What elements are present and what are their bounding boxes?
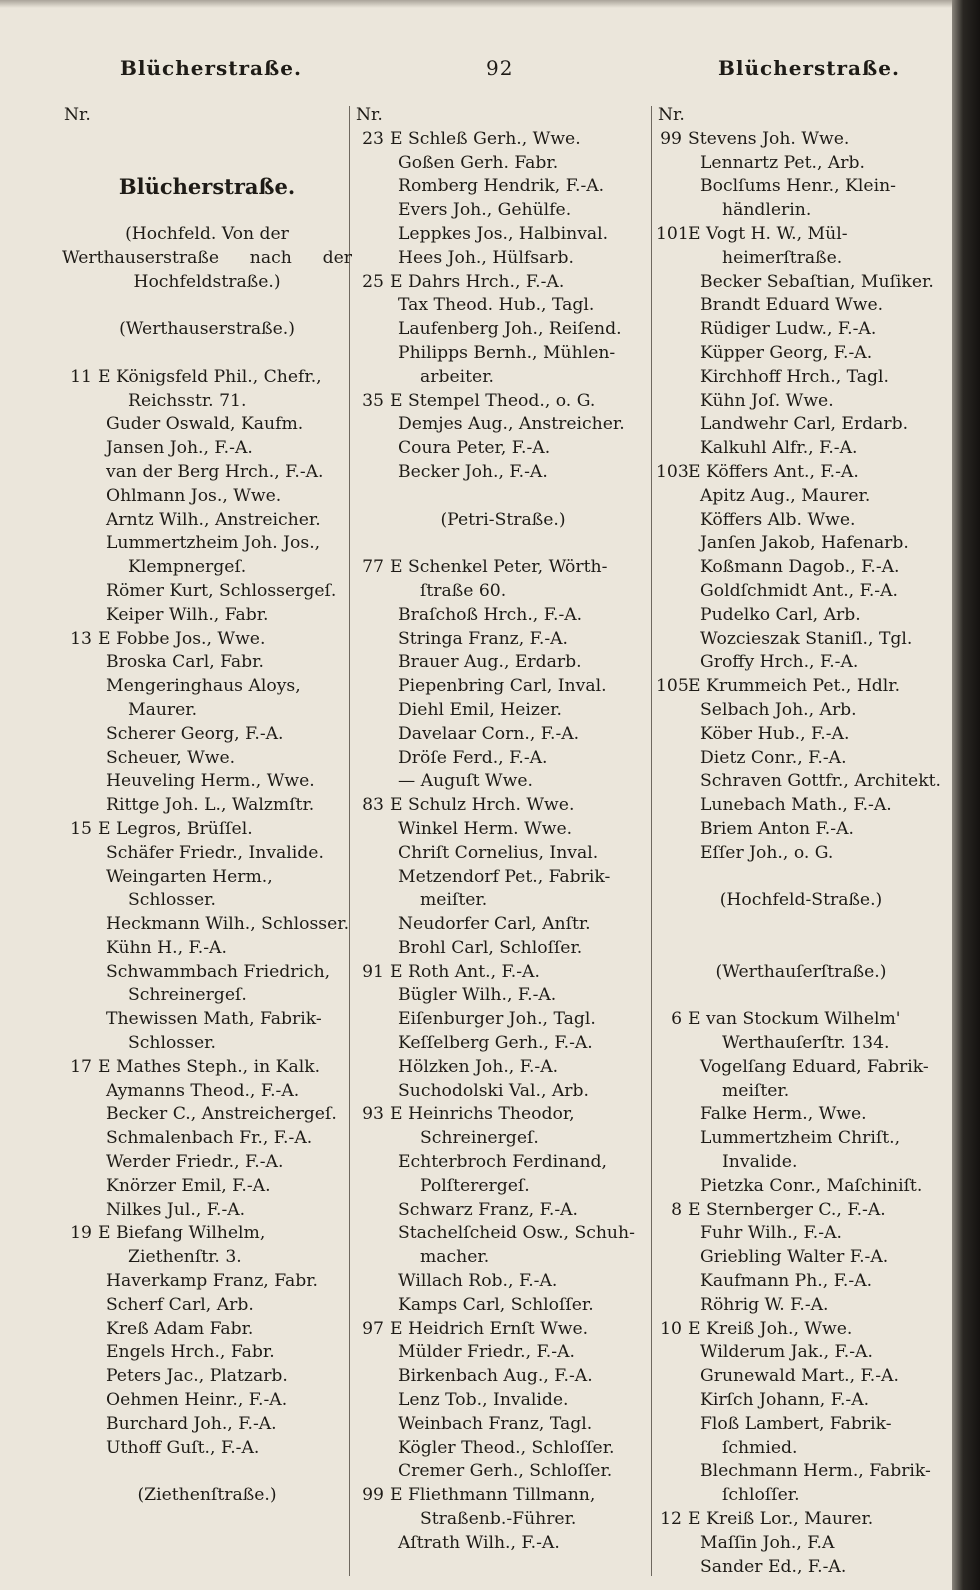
house-number: 93 xyxy=(362,1104,384,1125)
resident-entry: Hees Joh., Hülfsarb. xyxy=(398,247,574,268)
cross-street-label: (Werthauserstraße.) xyxy=(119,319,295,340)
entry-continuation: meiſter. xyxy=(420,890,488,911)
house-number: 97 xyxy=(362,1318,384,1339)
spacer xyxy=(62,342,352,366)
house-entry xyxy=(62,1056,352,1080)
resident-entry: Brandt Eduard Wwe. xyxy=(700,295,884,316)
column-heading: Nr. xyxy=(658,105,685,125)
house-number: 99 xyxy=(362,1485,384,1506)
resident-entry: Kühn H., F.-A. xyxy=(106,937,227,958)
entry-continuation: heimerſtraße. xyxy=(722,247,843,268)
house-number: 99 xyxy=(660,128,682,149)
entry-continuation: Klempnergeſ. xyxy=(128,557,247,578)
spacer xyxy=(656,937,946,961)
house-entry xyxy=(354,1318,652,1342)
resident-entry: Lenz Tob., Invalide. xyxy=(398,1390,569,1411)
resident-entry: Neudorfer Carl, Anſtr. xyxy=(398,914,591,935)
resident-entry: Kirchhoff Hrch., Tagl. xyxy=(700,366,889,387)
resident-entry: Pietzka Conr., Maſchiniſt. xyxy=(700,1175,923,1196)
resident-entry: Lennartz Pet., Arb. xyxy=(700,152,865,173)
resident-entry: Kreß Adam Fabr. xyxy=(106,1318,254,1339)
house-entry xyxy=(656,461,946,485)
top-shadow xyxy=(0,0,952,8)
resident-entry: Keiper Wilh., Fabr. xyxy=(106,604,269,625)
resident-entry: Chriſt Cornelius, Inval. xyxy=(398,842,599,863)
resident-entry: Scherer Georg, F.-A. xyxy=(106,723,284,744)
resident-entry: Dietz Conr., F.-A. xyxy=(700,747,847,768)
resident-entry: Coura Peter, F.-A. xyxy=(398,438,551,459)
resident-entry: Römer Kurt, Schlossergeſ. xyxy=(106,580,337,601)
resident-entry: Vogelſang Eduard, Fabrik- xyxy=(700,1056,929,1077)
resident-entry: Knörzer Emil, F.-A. xyxy=(106,1175,271,1196)
house-number: 105 xyxy=(656,676,689,697)
resident-entry: Becker Sebaſtian, Muſiker. xyxy=(700,271,934,292)
entry-continuation: Invalide. xyxy=(722,1152,798,1173)
resident-entry: Leppkes Jos., Halbinval. xyxy=(398,223,609,244)
resident-entry: Schäfer Friedr., Invalide. xyxy=(106,842,324,863)
column-heading: Nr. xyxy=(356,105,383,125)
entry-continuation: Werthauſerſtr. 134. xyxy=(722,1033,890,1054)
street-title: Blücherstraße. xyxy=(118,175,296,200)
resident-entry: Goßen Gerh. Fabr. xyxy=(398,152,559,173)
street-description: Werthauserstraße nach der xyxy=(62,247,352,268)
resident-name: E Dahrs Hrch., F.-A. xyxy=(390,271,565,292)
house-entry xyxy=(656,1318,946,1342)
resident-entry: Mülder Friedr., F.-A. xyxy=(398,1342,575,1363)
resident-entry: Stringa Franz, F.-A. xyxy=(398,628,569,649)
resident-entry: Ohlmann Jos., Wwe. xyxy=(106,485,282,506)
resident-entry: Brohl Carl, Schloſſer. xyxy=(398,937,583,958)
resident-entry: Eiſenburger Joh., Tagl. xyxy=(398,1009,596,1030)
entry-continuation: ſchmied. xyxy=(722,1437,798,1458)
house-number: 23 xyxy=(362,128,384,149)
resident-name: E Biefang Wilhelm, xyxy=(98,1223,266,1244)
resident-entry: Kamps Carl, Schloſſer. xyxy=(398,1294,594,1315)
resident-entry: Küpper Georg, F.-A. xyxy=(700,342,873,363)
resident-entry: Thewissen Math, Fabrik- xyxy=(106,1009,322,1030)
house-entry xyxy=(62,1222,352,1246)
entry-continuation: händlerin. xyxy=(722,200,812,221)
resident-entry: Echterbroch Ferdinand, xyxy=(398,1152,607,1173)
resident-entry: Demjes Aug., Anstreicher. xyxy=(398,414,625,435)
house-entry xyxy=(656,128,946,152)
resident-entry: Metzendorf Pet., Fabrik- xyxy=(398,866,611,887)
header-right-title: Blücherstraße. xyxy=(718,56,900,80)
house-entry xyxy=(62,628,352,652)
resident-entry: Romberg Hendrik, F.-A. xyxy=(398,176,605,197)
resident-entry: Stachelſcheid Osw., Schuh- xyxy=(398,1223,635,1244)
spacer xyxy=(62,128,352,152)
house-number: 12 xyxy=(660,1509,682,1530)
house-entry xyxy=(354,390,652,414)
resident-entry: Tax Theod. Hub., Tagl. xyxy=(398,295,595,316)
resident-entry: Birkenbach Aug., F.-A. xyxy=(398,1366,593,1387)
spacer xyxy=(62,294,352,318)
spacer xyxy=(354,485,652,509)
column-right xyxy=(656,104,946,1579)
resident-entry: Becker C., Anstreichergeſ. xyxy=(106,1104,337,1125)
house-number: 101 xyxy=(656,223,689,244)
resident-entry: Groffy Hrch., F.-A. xyxy=(700,652,859,673)
resident-entry: Peters Jac., Platzarb. xyxy=(106,1366,288,1387)
cross-street-label: (Hochfeld-Straße.) xyxy=(719,890,883,911)
resident-entry: Evers Joh., Gehülfe. xyxy=(398,200,572,221)
resident-name: E Heinrichs Theodor, xyxy=(390,1104,575,1125)
resident-entry: Engels Hrch., Fabr. xyxy=(106,1342,275,1363)
resident-entry: Broska Carl, Fabr. xyxy=(106,652,264,673)
resident-entry: Röhrig W. F.-A. xyxy=(700,1294,829,1315)
resident-entry: Kögler Theod., Schloſſer. xyxy=(398,1437,615,1458)
resident-entry: Schraven Gottfr., Architekt. xyxy=(700,771,942,792)
resident-entry: Aymanns Theod., F.-A. xyxy=(106,1080,300,1101)
resident-entry: Winkel Herm. Wwe. xyxy=(398,818,573,839)
house-entry xyxy=(656,223,946,247)
house-number: 8 xyxy=(671,1199,682,1220)
resident-entry: Goldſchmidt Ant., F.-A. xyxy=(700,580,898,601)
resident-entry: Arntz Wilh., Anstreicher. xyxy=(106,509,321,530)
resident-entry: Rittge Joh. L., Walzmſtr. xyxy=(106,795,315,816)
resident-name: E Stempel Theod., o. G. xyxy=(390,390,596,411)
resident-entry: Fuhr Wilh., F.-A. xyxy=(700,1223,842,1244)
page-number: 92 xyxy=(486,56,514,80)
resident-entry: Kalkuhl Alfr., F.-A. xyxy=(700,438,858,459)
resident-name: E van Stockum Wilhelm' xyxy=(688,1009,901,1030)
resident-entry: Cremer Gerh., Schloſſer. xyxy=(398,1461,613,1482)
resident-name: E Roth Ant., F.-A. xyxy=(390,961,540,982)
house-entry xyxy=(656,1008,946,1032)
house-number: 10 xyxy=(660,1318,682,1339)
house-entry xyxy=(354,271,652,295)
resident-name: E Heidrich Ernſt Wwe. xyxy=(390,1318,589,1339)
spacer xyxy=(656,913,946,937)
resident-entry: Falke Herm., Wwe. xyxy=(700,1104,867,1125)
resident-entry: Lunebach Math., F.-A. xyxy=(700,795,892,816)
resident-entry: Uthoff Guſt., F.-A. xyxy=(106,1437,260,1458)
resident-entry: Davelaar Corn., F.-A. xyxy=(398,723,580,744)
resident-entry: Lummertzheim Joh. Jos., xyxy=(106,533,321,554)
resident-entry: Schwarz Franz, F.-A. xyxy=(398,1199,578,1220)
header-left-title: Blücherstraße. xyxy=(120,56,302,80)
resident-entry: Eſſer Joh., o. G. xyxy=(700,842,834,863)
resident-entry: Schwammbach Friedrich, xyxy=(106,961,331,982)
house-entry xyxy=(62,366,352,390)
resident-entry: Sander Ed., F.-A. xyxy=(700,1556,847,1577)
resident-entry: van der Berg Hrch., F.-A. xyxy=(106,461,324,482)
entry-continuation: Straßenb.-Führer. xyxy=(420,1509,577,1530)
house-number: 13 xyxy=(70,628,92,649)
resident-entry: Willach Rob., F.-A. xyxy=(398,1271,558,1292)
resident-name: E Sternberger C., F.-A. xyxy=(688,1199,886,1220)
resident-entry: Koßmann Dagob., F.-A. xyxy=(700,557,900,578)
house-number: 83 xyxy=(362,795,384,816)
resident-name: Stevens Joh. Wwe. xyxy=(688,128,850,149)
resident-name: E Krummeich Pet., Hdlr. xyxy=(688,676,901,697)
resident-entry: Briem Anton F.-A. xyxy=(700,818,854,839)
cross-street-label: (Petri-Straße.) xyxy=(440,509,566,530)
spacer xyxy=(354,532,652,556)
resident-entry: Boclſums Henr., Klein- xyxy=(700,176,896,197)
resident-entry: Werder Friedr., F.-A. xyxy=(106,1152,284,1173)
entry-continuation: ſtraße 60. xyxy=(420,580,507,601)
resident-entry: Suchodolski Val., Arb. xyxy=(398,1080,589,1101)
entry-continuation: ſchloſſer. xyxy=(722,1485,800,1506)
house-number: 103 xyxy=(656,461,689,482)
house-entry xyxy=(656,1508,946,1532)
resident-entry: Kühn Joſ. Wwe. xyxy=(700,390,834,411)
house-number: 35 xyxy=(362,390,384,411)
resident-name: E Kreiß Lor., Maurer. xyxy=(688,1509,874,1530)
resident-name: E Königsfeld Phil., Chefr., xyxy=(98,366,322,387)
house-entry xyxy=(354,1484,652,1508)
entry-continuation: Schlosser. xyxy=(128,1033,216,1054)
resident-entry: Aſtrath Wilh., F.-A. xyxy=(398,1532,560,1553)
resident-name: E Legros, Brüſſel. xyxy=(98,818,253,839)
resident-entry: Nilkes Jul., F.-A. xyxy=(106,1199,246,1220)
resident-entry: Kirſch Johann, F.-A. xyxy=(700,1390,870,1411)
house-number: 25 xyxy=(362,271,384,292)
spacer xyxy=(62,1460,352,1484)
house-entry xyxy=(354,961,652,985)
resident-name: E Schenkel Peter, Wörth- xyxy=(390,557,608,578)
resident-entry: Oehmen Heinr., F.-A. xyxy=(106,1390,288,1411)
resident-entry: Rüdiger Ludw., F.-A. xyxy=(700,319,877,340)
resident-entry: Hölzken Joh., F.-A. xyxy=(398,1056,559,1077)
cross-street-label: (Werthauſerſtraße.) xyxy=(715,961,887,982)
resident-name: E Fliethmann Tillmann, xyxy=(390,1485,596,1506)
column-left xyxy=(62,104,352,1508)
resident-name: E Köffers Ant., F.-A. xyxy=(688,461,859,482)
resident-entry: Wilderum Jak., F.-A. xyxy=(700,1342,873,1363)
spacer xyxy=(62,152,352,176)
resident-entry: Jansen Joh., F.-A. xyxy=(106,438,253,459)
house-number: 91 xyxy=(362,961,384,982)
resident-entry: Selbach Joh., Arb. xyxy=(700,699,857,720)
resident-entry: Dröſe Ferd., F.-A. xyxy=(398,747,548,768)
resident-entry: Piepenbring Carl, Inval. xyxy=(398,676,607,697)
resident-entry: Laufenberg Joh., Reiſend. xyxy=(398,319,622,340)
resident-entry: Grunewald Mart., F.-A. xyxy=(700,1366,899,1387)
resident-entry: — Auguſt Wwe. xyxy=(398,771,533,792)
entry-continuation: Reichsstr. 71. xyxy=(128,390,247,411)
resident-entry: Haverkamp Franz, Fabr. xyxy=(106,1271,318,1292)
resident-name: E Fobbe Jos., Wwe. xyxy=(98,628,266,649)
street-description: Hochfeldstraße.) xyxy=(133,271,281,292)
resident-entry: Guder Oswald, Kaufm. xyxy=(106,414,304,435)
house-number: 17 xyxy=(70,1056,92,1077)
street-description: (Hochfeld. Von der xyxy=(125,223,289,244)
resident-entry: Pudelko Carl, Arb. xyxy=(700,604,861,625)
entry-continuation: Schreinergeſ. xyxy=(420,1128,539,1149)
resident-entry: Diehl Emil, Heizer. xyxy=(398,699,562,720)
resident-entry: Janſen Jakob, Hafenarb. xyxy=(700,533,909,554)
entry-continuation: Polſterergeſ. xyxy=(420,1175,530,1196)
resident-entry: Maſſin Joh., F.A xyxy=(700,1532,835,1553)
column-heading: Nr. xyxy=(64,105,91,125)
resident-entry: Heuveling Herm., Wwe. xyxy=(106,771,315,792)
entry-continuation: meiſter. xyxy=(722,1080,790,1101)
resident-entry: Becker Joh., F.-A. xyxy=(398,461,548,482)
resident-entry: Brauer Aug., Erdarb. xyxy=(398,652,582,673)
resident-entry: Kaufmann Ph., F.-A. xyxy=(700,1271,873,1292)
resident-entry: Philipps Bernh., Mühlen- xyxy=(398,342,616,363)
entry-continuation: macher. xyxy=(420,1247,490,1268)
resident-entry: Scherf Carl, Arb. xyxy=(106,1294,254,1315)
house-number: 11 xyxy=(70,366,92,387)
resident-name: E Mathes Steph., in Kalk. xyxy=(98,1056,321,1077)
resident-entry: Heckmann Wilh., Schlosser. xyxy=(106,914,350,935)
spacer xyxy=(656,984,946,1008)
house-entry xyxy=(62,818,352,842)
house-entry xyxy=(656,675,946,699)
resident-name: E Vogt H. W., Mül- xyxy=(688,223,848,244)
house-entry xyxy=(354,556,652,580)
resident-entry: Weinbach Franz, Tagl. xyxy=(398,1413,593,1434)
resident-entry: Griebling Walter F.-A. xyxy=(700,1247,889,1268)
spacer xyxy=(656,866,946,890)
entry-continuation: Ziethenſtr. 3. xyxy=(128,1247,242,1268)
resident-entry: Weingarten Herm., xyxy=(106,866,273,887)
resident-entry: Burchard Joh., F.-A. xyxy=(106,1413,277,1434)
cross-street-label: (Ziethenſtraße.) xyxy=(137,1485,277,1506)
resident-entry: Blechmann Herm., Fabrik- xyxy=(700,1461,931,1482)
resident-entry: Bügler Wilh., F.-A. xyxy=(398,985,557,1006)
house-entry xyxy=(656,1199,946,1223)
house-entry xyxy=(354,128,652,152)
resident-entry: Keſſelberg Gerh., F.-A. xyxy=(398,1033,593,1054)
resident-entry: Wozcieszak Staniſl., Tgl. xyxy=(700,628,913,649)
house-entry xyxy=(354,794,652,818)
resident-entry: Braſchoß Hrch., F.-A. xyxy=(398,604,583,625)
resident-name: E Schulz Hrch. Wwe. xyxy=(390,795,575,816)
entry-continuation: Maurer. xyxy=(128,699,198,720)
resident-entry: Floß Lambert, Fabrik- xyxy=(700,1413,892,1434)
house-number: 15 xyxy=(70,818,92,839)
entry-continuation: Schlosser. xyxy=(128,890,216,911)
resident-name: E Schleß Gerh., Wwe. xyxy=(390,128,581,149)
entry-continuation: arbeiter. xyxy=(420,366,495,387)
resident-entry: Köber Hub., F.-A. xyxy=(700,723,850,744)
resident-entry: Köffers Alb. Wwe. xyxy=(700,509,856,530)
house-number: 6 xyxy=(671,1009,682,1030)
resident-entry: Apitz Aug., Maurer. xyxy=(700,485,871,506)
resident-entry: Scheuer, Wwe. xyxy=(106,747,236,768)
house-entry xyxy=(354,1103,652,1127)
resident-name: E Kreiß Joh., Wwe. xyxy=(688,1318,853,1339)
resident-entry: Schmalenbach Fr., F.-A. xyxy=(106,1128,313,1149)
spacer xyxy=(62,199,352,223)
column-middle xyxy=(354,104,652,1556)
house-number: 19 xyxy=(70,1223,92,1244)
house-number: 77 xyxy=(362,557,384,578)
book-edge xyxy=(952,0,980,1590)
resident-entry: Lummertzheim Chriſt., xyxy=(700,1128,901,1149)
resident-entry: Mengeringhaus Aloys, xyxy=(106,676,301,697)
entry-continuation: Schreinergeſ. xyxy=(128,985,247,1006)
resident-entry: Landwehr Carl, Erdarb. xyxy=(700,414,909,435)
